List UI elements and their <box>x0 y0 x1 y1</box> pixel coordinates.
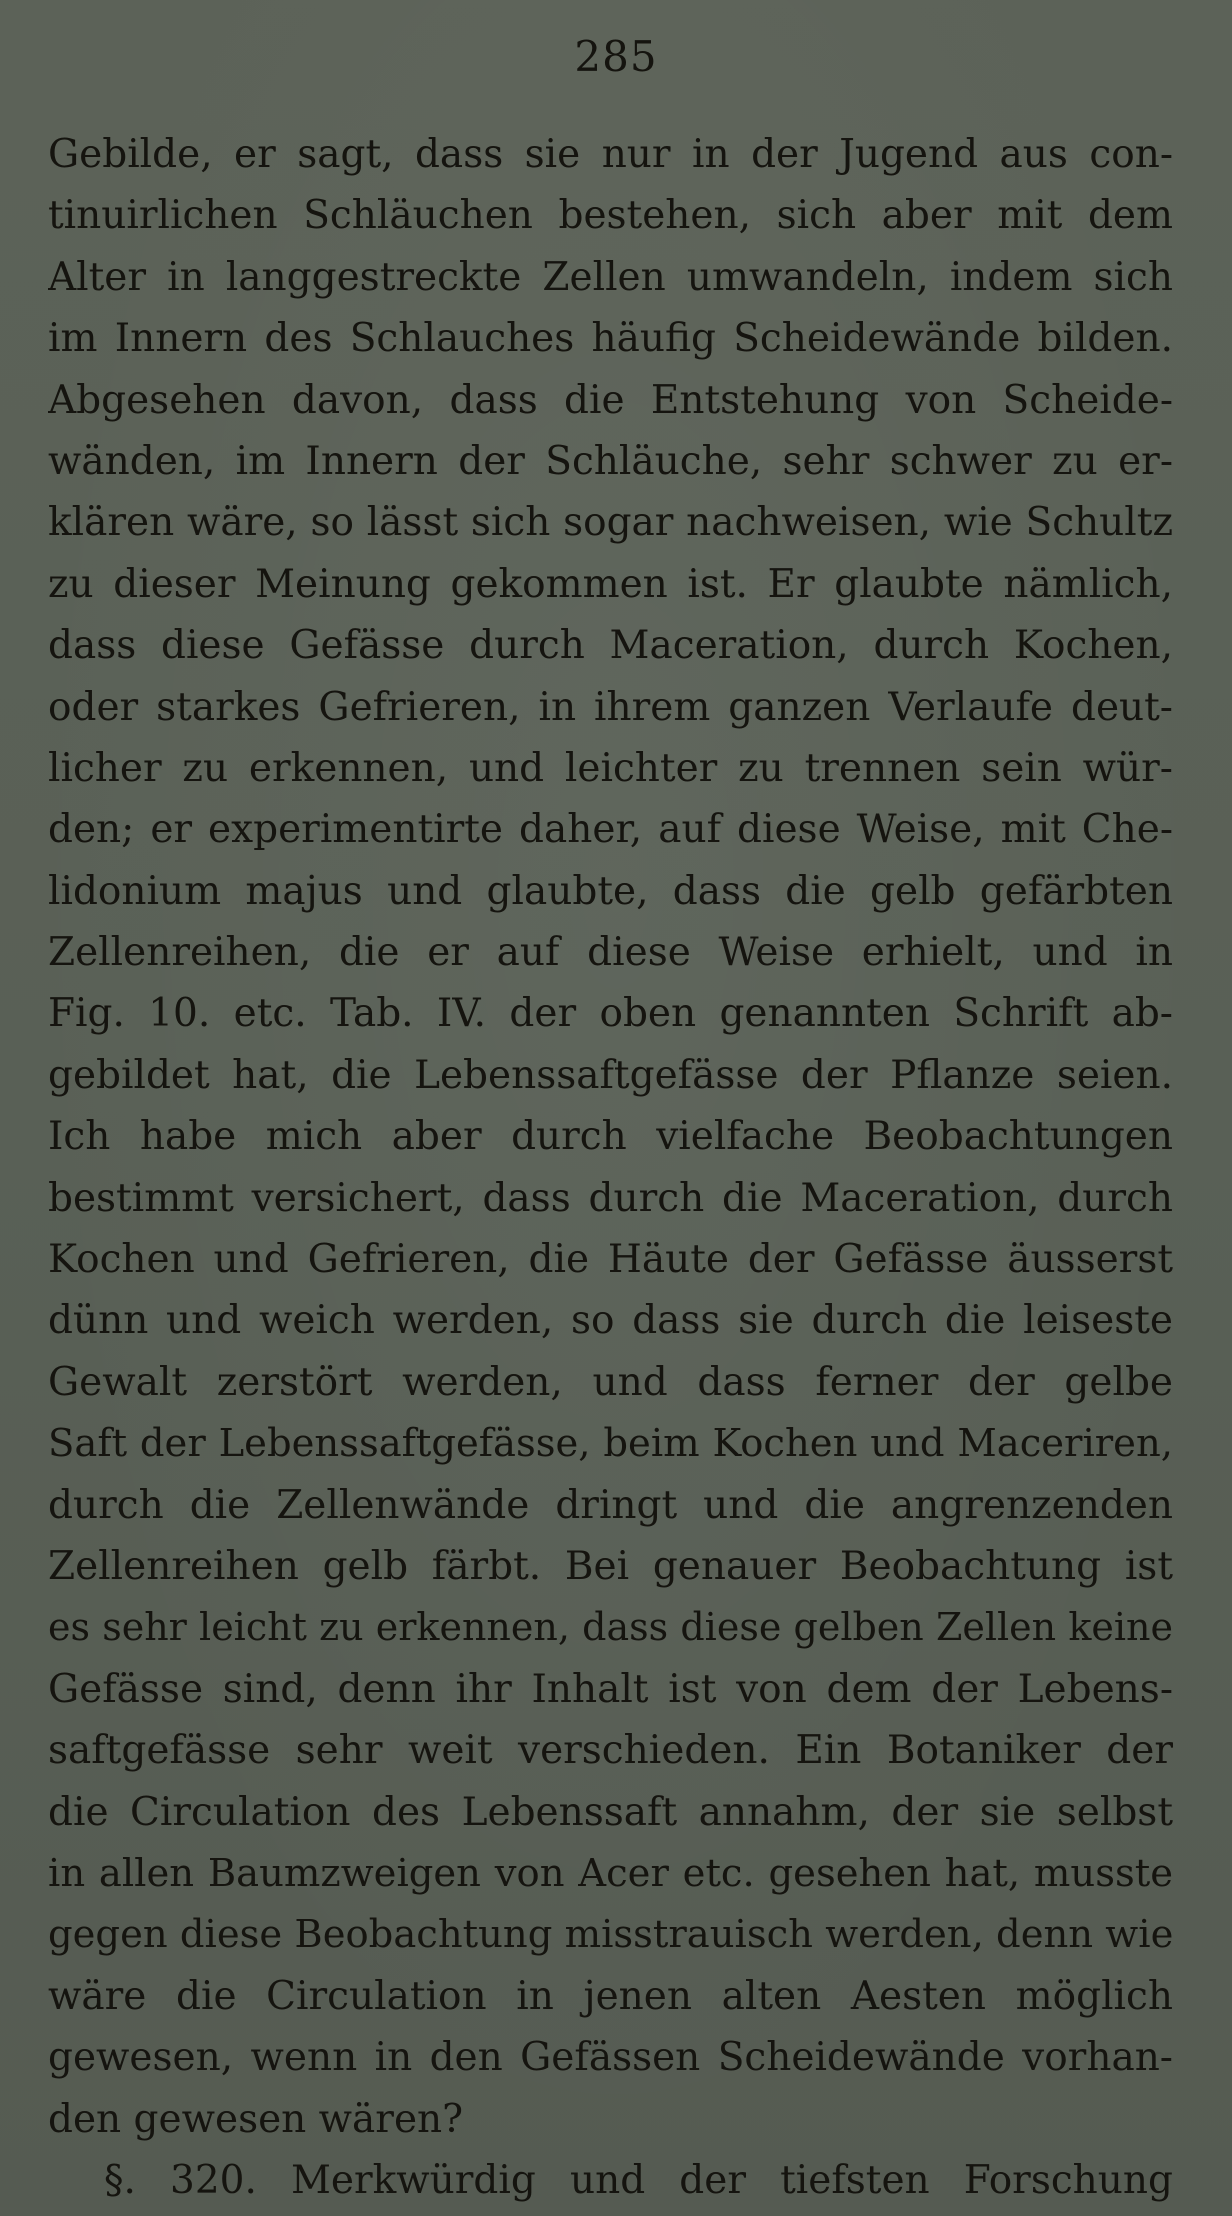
text-line: Zellenreihen, die er auf diese Weise erhielt, und in <box>48 930 1173 976</box>
paragraph-end-line: den gewesen wären? <box>48 2096 464 2142</box>
text-line: Gewalt zerstört werden, und dass ferner der gelbe <box>48 1359 1173 1405</box>
text-line: Saft der Lebenssaftgefässe, beim Kochen und Maceriren, <box>48 1421 1173 1467</box>
text-line: tinuirlichen Schläuchen bestehen, sich aber mit dem <box>48 193 1173 239</box>
text-line: licher zu erkennen, und leichter zu trennen sein wür- <box>48 745 1173 791</box>
text-line: Gefässe sind, denn ihr Inhalt ist von dem der Lebens- <box>48 1666 1173 1712</box>
text-line: klären wäre, so lässt sich sogar nachweisen, wie Schultz <box>48 500 1173 546</box>
text-line: die Circulation des Lebenssaft annahm, der sie selbst <box>48 1789 1173 1835</box>
text-line: wänden, im Innern der Schläuche, sehr schwer zu er- <box>48 438 1173 484</box>
text-line: den; er experimentirte daher, auf diese Weise, mit Che- <box>48 807 1173 853</box>
page-number: 285 <box>574 32 658 81</box>
text-line: es sehr leicht zu erkennen, dass diese gelben Zellen keine <box>48 1605 1173 1650</box>
text-line: Ich habe mich aber durch vielfache Beobachtungen <box>48 1114 1173 1160</box>
text-line: Gebilde, er sagt, dass sie nur in der Jugend aus con- <box>48 132 1173 177</box>
text-line: in allen Baumzweigen von Acer etc. gesehen hat, musste <box>48 1850 1173 1896</box>
text-line: lidonium majus und glaubte, dass die gelb gefärbten <box>48 868 1173 914</box>
text-line: durch die Zellenwände dringt und die angrenzenden <box>48 1482 1173 1528</box>
text-line: Abgesehen davon, dass die Entstehung von Scheide- <box>48 377 1173 423</box>
text-line: saftgefässe sehr weit verschieden. Ein Botaniker der <box>48 1728 1173 1774</box>
body-text <box>48 124 1173 2211</box>
text-line: Zellenreihen gelb färbt. Bei genauer Beobachtung ist <box>48 1543 1173 1589</box>
text-line: gebildet hat, die Lebenssaftgefässe der Pflanze seien. <box>48 1052 1173 1098</box>
text-line: im Innern des Schlauches häufig Scheidewände bilden. <box>48 316 1173 362</box>
text-line: wäre die Circulation in jenen alten Aesten möglich <box>48 1973 1173 2019</box>
text-line: Alter in langgestreckte Zellen umwandeln, indem sich <box>48 254 1173 300</box>
text-line: bestimmt versichert, dass durch die Maceration, durch <box>48 1175 1173 1221</box>
text-line: Kochen und Gefrieren, die Häute der Gefässe äusserst <box>48 1237 1173 1283</box>
text-line: dünn und weich werden, so dass sie durch die leiseste <box>48 1298 1173 1344</box>
text-line: Fig. 10. etc. Tab. IV. der oben genannten Schrift ab- <box>48 991 1173 1037</box>
text-line: dass diese Gefässe durch Maceration, durch Kochen, <box>48 623 1173 669</box>
text-line: oder starkes Gefrieren, in ihrem ganzen Verlaufe deut- <box>48 684 1173 730</box>
text-line: zu dieser Meinung gekommen ist. Er glaubte nämlich, <box>48 561 1173 607</box>
text-line: gegen diese Beobachtung misstrauisch werden, denn wie <box>48 1912 1173 1958</box>
section-heading-line: §. 320. Merkwürdig und der tiefsten Forschung <box>104 2157 1173 2203</box>
text-line: gewesen, wenn in den Gefässen Scheidewände vorhan- <box>48 2035 1173 2081</box>
